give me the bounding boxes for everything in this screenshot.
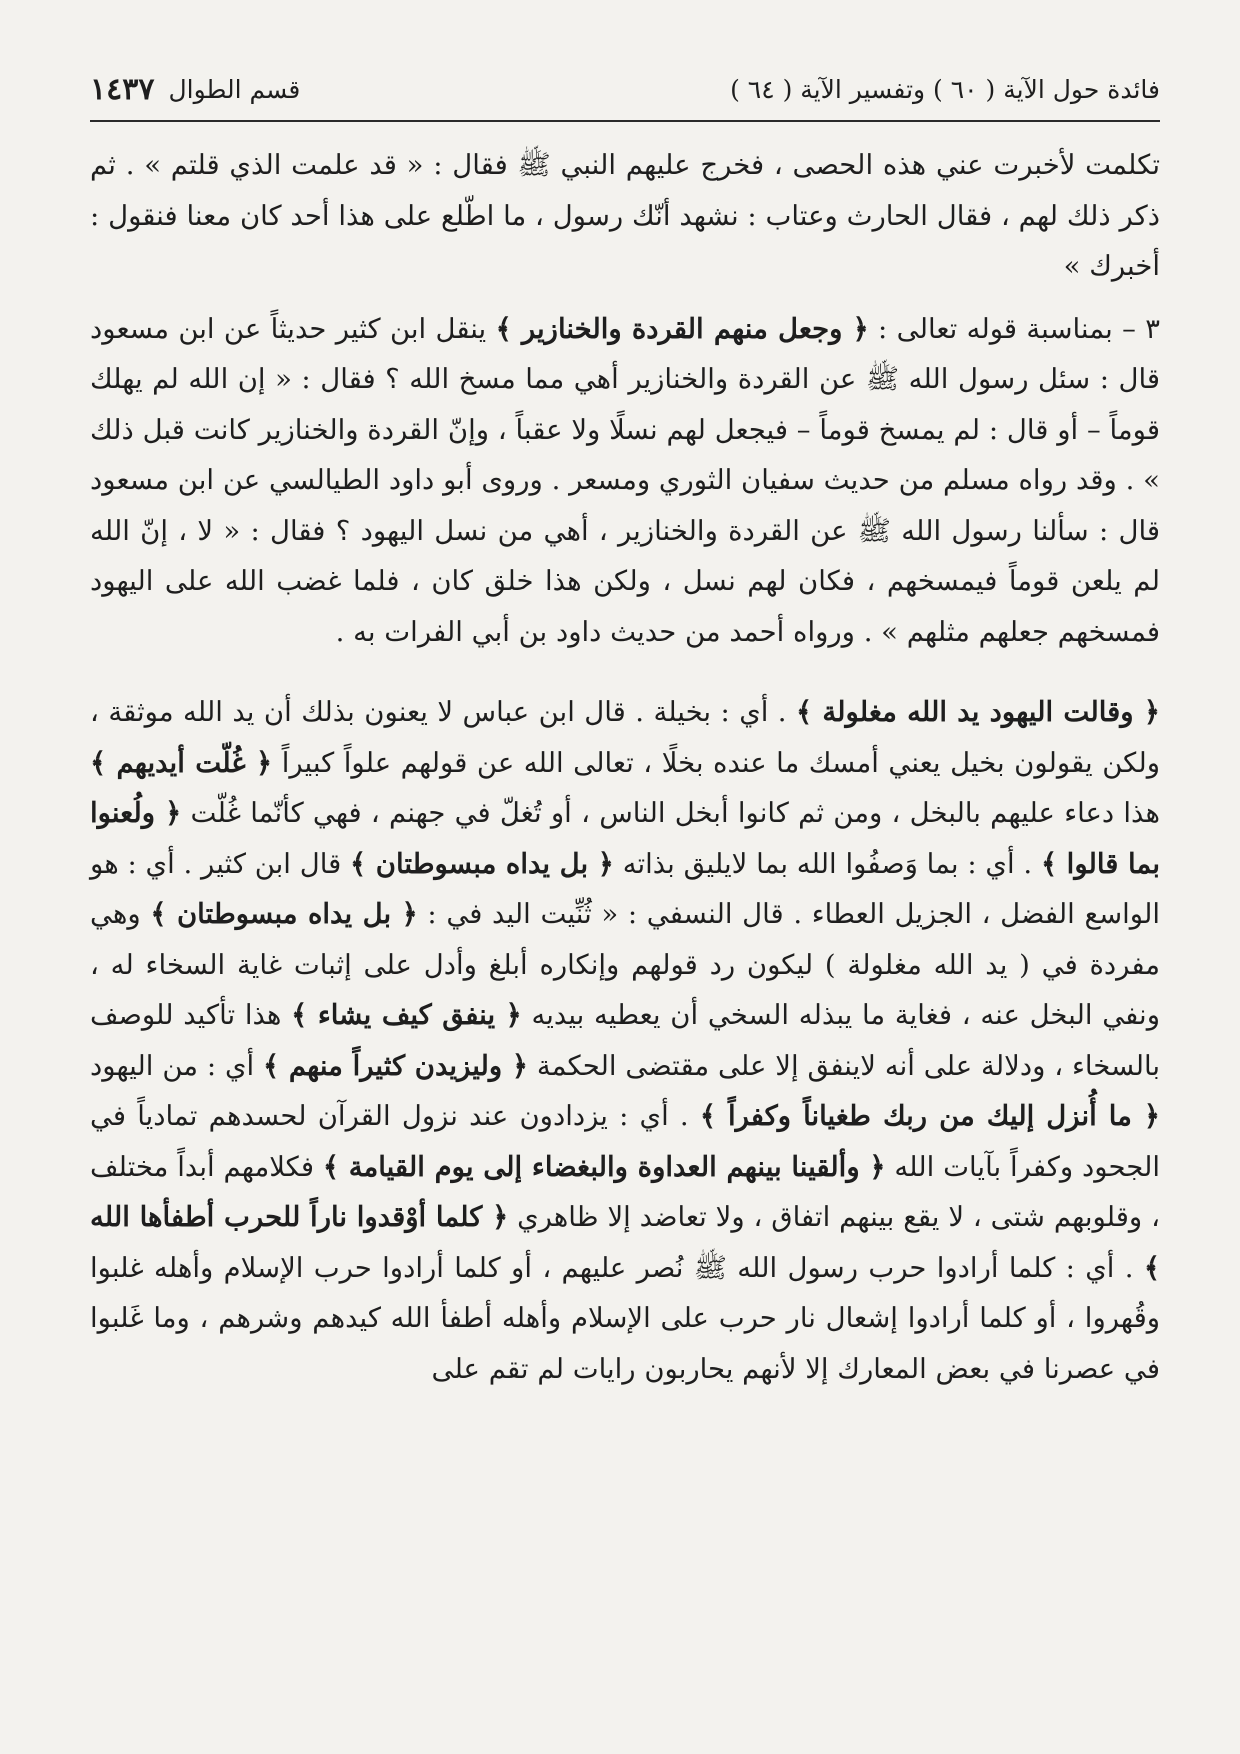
quran-quote: ﴿ بل يداه مبسوطتان ﴾ xyxy=(350,847,614,880)
page-number: ١٤٣٧ xyxy=(90,72,155,107)
paragraph-2-intro: ٣ – بمناسبة قوله تعالى : xyxy=(868,312,1160,345)
quran-quote: ﴿ بل يداه مبسوطتان ﴾ xyxy=(150,898,418,930)
quran-quote: ﴿ ما أُنزل إليك من ربك طغياناً وكفراً ﴾ xyxy=(699,1100,1160,1132)
quran-quote: ﴿ ينفق كيف يشاء ﴾ xyxy=(291,999,522,1031)
paragraph-1-text: تكلمت لأخبرت عني هذه الحصى ، فخرج عليهم النبي ﷺ فقال : « قد علمت الذي قلتم » . ثم ذكر ذلك لهم ، فقال الحارث وعتاب : نشهد أنّك رسول ، ما اطّلع على هذا أحد كان معنا فنقول : أخبرك » xyxy=(90,149,1160,282)
commentary-text: وهي مفردة في ( يد الله مغلولة ) ليكون رد قولهم وإنكاره أبلغ وأدل على إثبات غاية السخاء له ، ونفي البخل عنه ، فغاية ما يبذله السخي أن يعطيه بيديه xyxy=(90,898,1160,1031)
header-section-title: قسم الطوال xyxy=(168,75,301,104)
paragraph-2-text: ينقل ابن كثير حديثاً عن ابن مسعود قال : سئل رسول الله ﷺ عن القردة والخنازير أهي مما مسخ الله ؟ فقال : « إن الله لم يهلك قوماً – أو قال : لم يمسخ قوماً – فيجعل لهم نسلًا ولا عقباً ، وإنّ القردة والخنازير كانت قبل ذلك » . وقد رواه مسلم من حديث سفيان الثوري ومسعر . وروى أبو داود الطيالسي عن ابن مسعود قال : سألنا رسول الله ﷺ عن القردة والخنازير ، أهي من نسل اليهود ؟ فقال : « لا ، إنّ الله لم يلعن قوماً فيمسخهم ، فكان لهم نسل ، ولكن هذا خلق كان ، فلما غضب الله على اليهود فمسخهم جعلهم مثلهم » . ورواه أحمد من حديث داود بن أبي الفرات به . xyxy=(90,312,1160,648)
paragraph-2 xyxy=(90,304,1160,658)
paragraph-gap xyxy=(90,292,1160,304)
section-gap xyxy=(90,657,1160,687)
quran-quote: ﴿ غُلّت أيديهم ﴾ xyxy=(90,746,273,779)
quran-quote: ﴿ وليزيدن كثيراً منهم ﴾ xyxy=(263,1049,529,1082)
commentary-text: . أي : يزدادون عند نزول القرآن لحسدهم تمادياً في الجحود وكفراً بآيات الله xyxy=(90,1100,1160,1183)
commentary-text: . أي : كلما أرادوا حرب رسول الله ﷺ نُصر عليهم ، أو كلما أرادوا حرب الإسلام وأهله غلبوا وقُهروا ، أو كلما أرادوا إشعال نار حرب على الإسلام وأهله أطفأ الله كيدهم وشرهم ، وما غَلبوا في عصرنا في بعض المعارك إلا لأنهم يحاربون رايات لم تقم على xyxy=(90,1251,1160,1385)
commentary-text: . أي : بخيلة . قال ابن عباس لا يعنون بذلك أن يد الله موثقة ، ولكن يقولون بخيل يعني أمسك ما عنده بخلًا ، تعالى الله عن قولهم علواً كبيراً xyxy=(90,696,1160,779)
quran-quote: ﴿ ولُعنوا بما قالوا ﴾ xyxy=(90,797,1160,880)
header-section xyxy=(90,70,300,110)
page-body xyxy=(90,140,1160,1394)
commentary-text: هذا دعاء عليهم بالبخل ، ومن ثم كانوا أبخل الناس ، أو تُغلّ في جهنم ، فهي كأنّما غُلّت xyxy=(181,797,1160,829)
header-chapter-title: فائدة حول الآية ( ٦٠ ) وتفسير الآية ( ٦٤ ) xyxy=(730,75,1160,104)
commentary-text: فكلامهم أبداً مختلف ، وقلوبهم شتى ، لا يقع بينهم اتفاق ، ولا تعاضد إلا ظاهري xyxy=(90,1150,1160,1233)
commentary-text: أي : من اليهود xyxy=(90,1049,264,1082)
commentary-text: هذا تأكيد للوصف بالسخاء ، ودلالة على أنه لاينفق إلا على مقتضى الحكمة xyxy=(90,999,1160,1082)
quran-quote: ﴿ وجعل منهم القردة والخنازير ﴾ xyxy=(495,312,869,345)
quran-quote: ﴿ كلما أوْقدوا ناراً للحرب أطفأها الله ﴾ xyxy=(90,1201,1160,1284)
running-header xyxy=(90,70,1160,122)
commentary-text: . أي : بما وَصفُوا الله بما لايليق بذاته xyxy=(613,847,1041,880)
paragraph-3 xyxy=(90,687,1160,1394)
commentary-text: قال ابن كثير . أي : هو الواسع الفضل ، الجزيل العطاء . قال النسفي : « ثُنِّيت اليد في : xyxy=(90,847,1160,930)
paragraph-1 xyxy=(90,140,1160,292)
quran-quote: ﴿ وقالت اليهود يد الله مغلولة ﴾ xyxy=(796,696,1160,728)
quran-quote: ﴿ وألقينا بينهم العداوة والبغضاء إلى يوم القيامة ﴾ xyxy=(322,1150,886,1183)
